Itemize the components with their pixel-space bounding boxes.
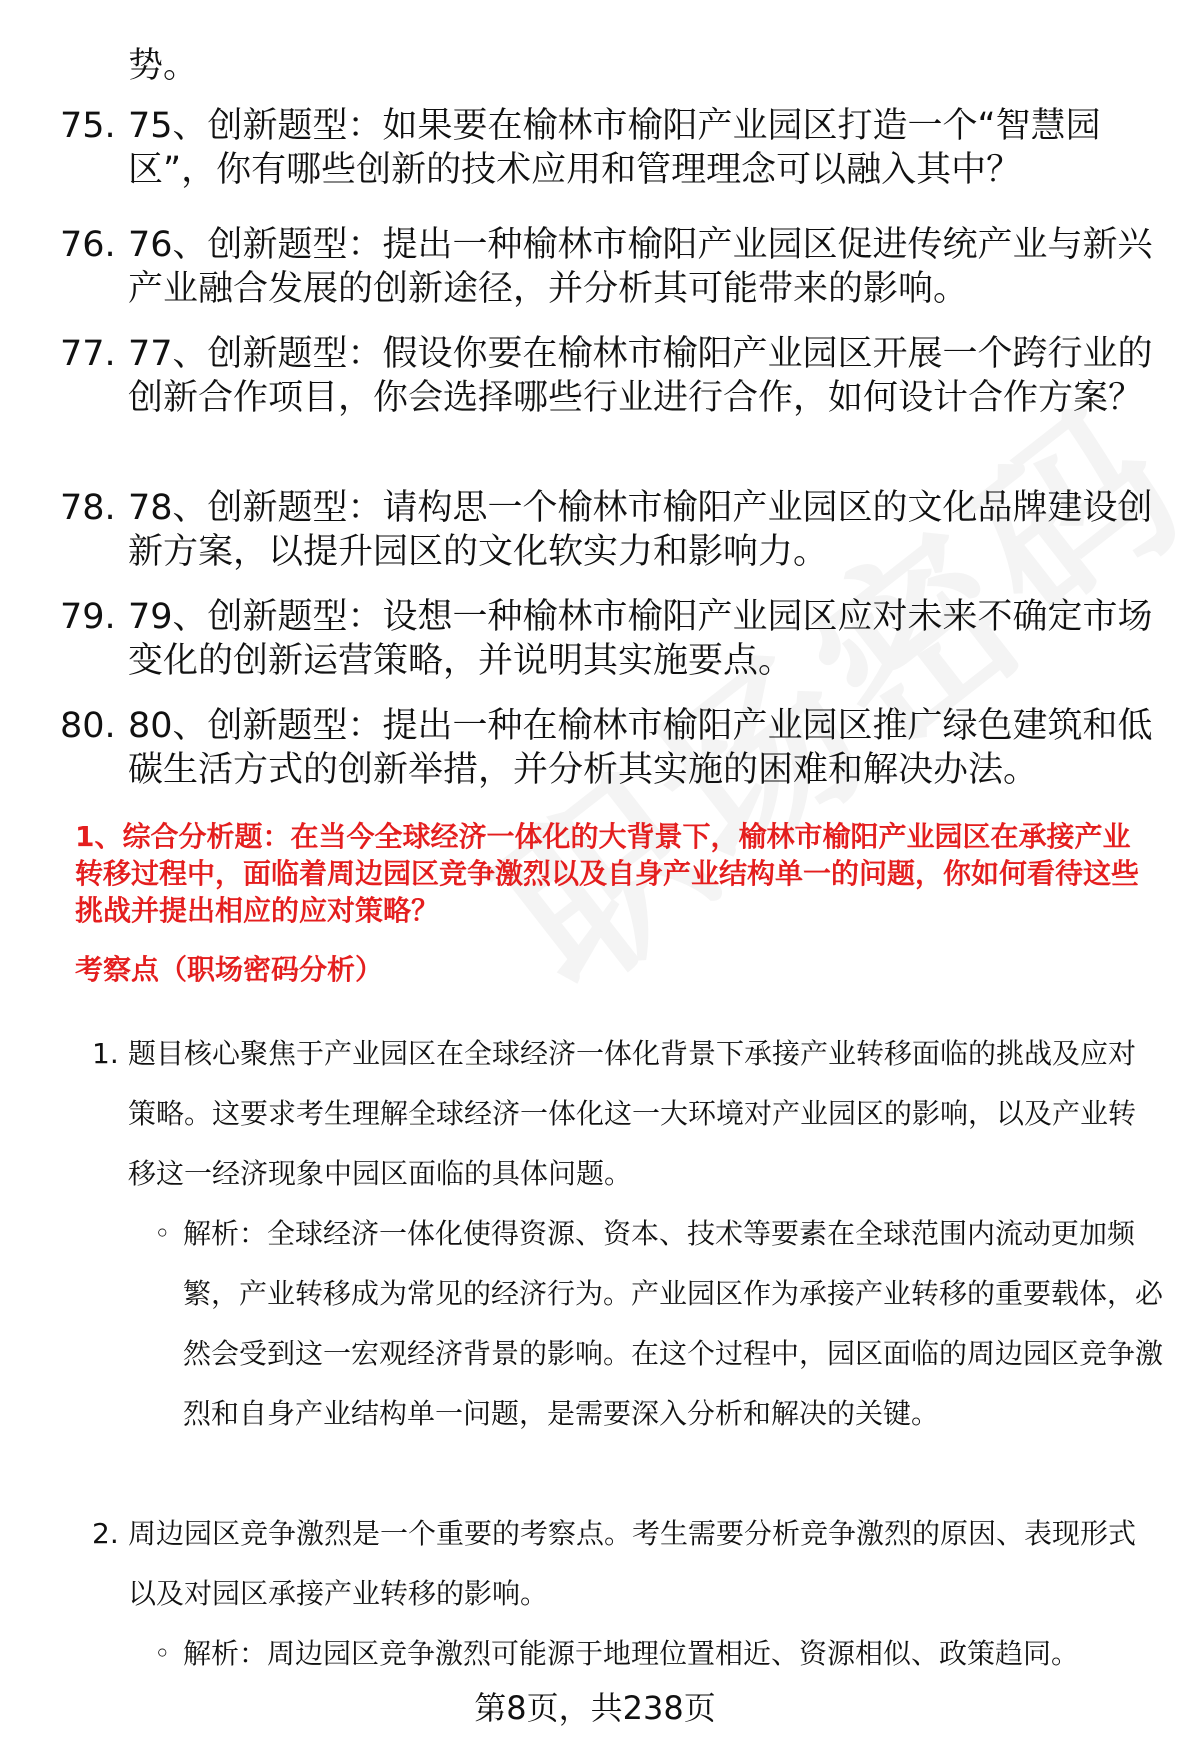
question-text: 75、创新题型：如果要在榆林市榆阳产业园区打造一个“智慧园区”，你有哪些创新的技术应用和管理理念可以融入其中？ xyxy=(128,106,1101,190)
watermark xyxy=(437,355,1190,1038)
bullet-icon: ◦ xyxy=(154,1637,171,1670)
question-number: 79. xyxy=(60,597,116,637)
analysis-text: 解析：全球经济一体化使得资源、资本、技术等要素在全球范围内流动更加频繁，产业转移成为常见的经济行为。产业园区作为承接产业转移的重要载体，必然会受到这一宏观经济背景的影响。在这个过程中，园区面临的周边园区竞争激烈和自身产业结构单一问题，是需要深入分析和解决的关键。 xyxy=(183,1217,1164,1430)
section-title: 1、综合分析题：在当今全球经济一体化的大背景下，榆林市榆阳产业园区在承接产业转移过程中，面临着周边园区竞争激烈以及自身产业结构单一的问题，你如何看待这些挑战并提出相应的应对策略？ xyxy=(75,820,1140,927)
question-text: 80、创新题型：提出一种在榆林市榆阳产业园区推广绿色建筑和低碳生活方式的创新举措，并分析其实施的困难和解决办法。 xyxy=(128,706,1153,790)
question-text: 78、创新题型：请构思一个榆林市榆阳产业园区的文化品牌建设创新方案，以提升园区的文化软实力和影响力。 xyxy=(128,488,1153,572)
question-number: 78. xyxy=(60,488,116,528)
bullet-icon: ◦ xyxy=(154,1217,171,1250)
question-text: 79、创新题型：设想一种榆林市榆阳产业园区应对未来不确定市场变化的创新运营策略，并说明其实施要点。 xyxy=(128,597,1153,681)
page-footer: 第8页，共238页 xyxy=(474,1689,716,1727)
point-text: 周边园区竞争激烈是一个重要的考察点。考生需要分析竞争激烈的原因、表现形式以及对园区承接产业转移的影响。 xyxy=(128,1517,1137,1610)
point-number: 1. xyxy=(92,1037,119,1070)
point-number: 2. xyxy=(92,1517,119,1550)
question-number: 80. xyxy=(60,706,116,746)
question-text: 76、创新题型：提出一种榆林市榆阳产业园区促进传统产业与新兴产业融合发展的创新途径，并分析其可能带来的影响。 xyxy=(128,225,1153,309)
question-text: 77、创新题型：假设你要在榆林市榆阳产业园区开展一个跨行业的创新合作项目，你会选择哪些行业进行合作，如何设计合作方案？ xyxy=(128,334,1153,418)
question-number: 76. xyxy=(60,225,116,265)
question-number: 75. xyxy=(60,106,116,146)
point-text: 题目核心聚焦于产业园区在全球经济一体化背景下承接产业转移面临的挑战及应对策略。这要求考生理解全球经济一体化这一大环境对产业园区的影响，以及产业转移这一经济现象中园区面临的具体问题。 xyxy=(128,1037,1137,1190)
continuation-text: 势。 xyxy=(128,46,199,86)
section-subhead: 考察点（职场密码分析） xyxy=(75,953,384,986)
analysis-text: 解析：周边园区竞争激烈可能源于地理位置相近、资源相似、政策趋同。 xyxy=(183,1637,1080,1670)
question-number: 77. xyxy=(60,334,116,374)
